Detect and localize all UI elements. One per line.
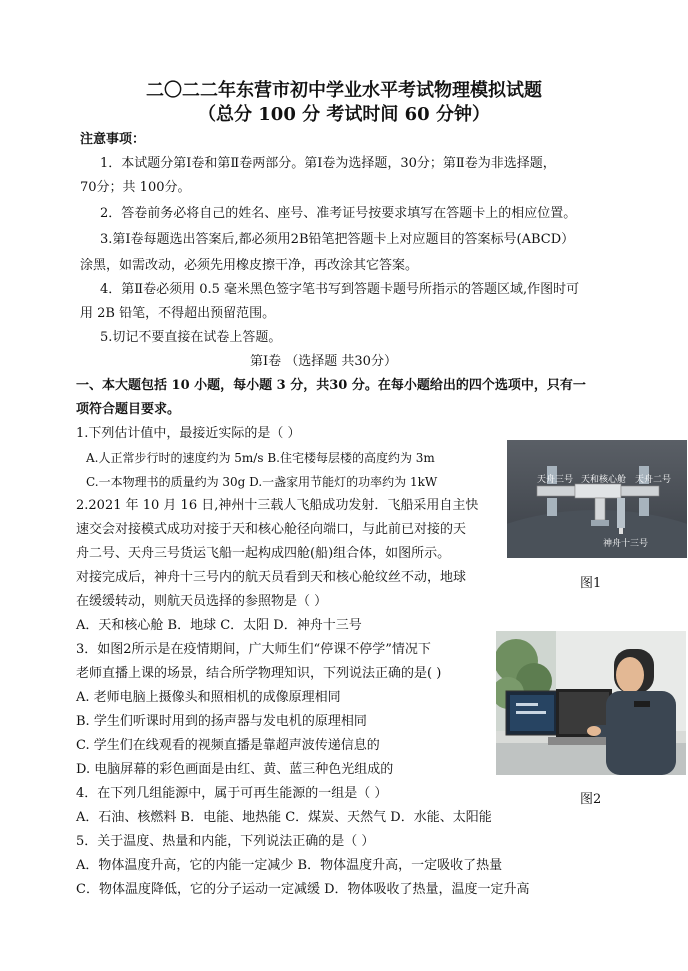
notice-item-1-cont: 70分；共 100分。	[80, 180, 191, 195]
notice-item-4-cont: 用 2B 铅笔，不得超出预留范围。	[80, 306, 276, 321]
notice-heading: 注意事项：	[80, 132, 146, 147]
question-1-options-ab: A.人正常步行时的速度约为 5m/s B.住宅楼每层楼的高度约为 3m	[86, 451, 435, 465]
figure-1-space-station-photo	[507, 440, 687, 558]
question-3-option-c: C. 学生们在线观看的视频直播是靠超声波传递信息的	[76, 738, 380, 753]
question-1-stem: 1.下列估计值中，最接近实际的是（ ）	[76, 426, 301, 441]
notice-item-3: 3.第Ⅰ卷每题选出答案后,都必须用2B铅笔把答题卡上对应题目的答案标号(ABCD）	[100, 232, 575, 247]
teacher-live-lesson-illustration	[496, 631, 686, 775]
question-4-options: A．石油、核燃料 B．电能、地热能 C．煤炭、天然气 D．水能、太阳能	[76, 810, 492, 825]
question-3-option-a: A. 老师电脑上摄像头和照相机的成像原理相同	[76, 690, 341, 705]
question-2-options: A．天和核心舱 B．地球 C．太阳 D．神舟十三号	[76, 618, 362, 633]
notice-item-5: 5.切记不要直接在试卷上答题。	[100, 330, 282, 345]
section-instruction: 一、本大题包括 10 小题，每小题 3 分，共30 分。在每小题给出的四个选项中，只有一	[76, 378, 586, 393]
question-2-line-4: 对接完成后，神舟十三号内的航天员看到天和核心舱纹丝不动，地球	[76, 570, 467, 585]
notice-item-3-cont: 涂黑，如需改动，必须先用橡皮擦干净，再改涂其它答案。	[80, 258, 419, 273]
question-3-option-b: B. 学生们听课时用到的扬声器与发电机的原理相同	[76, 714, 367, 729]
figure-2-teacher-photo	[496, 631, 686, 775]
question-2-line-5: 在缓缓转动，则航天员选择的参照物是（ ）	[76, 594, 328, 609]
notice-item-2: 2．答卷前务必将自己的姓名、座号、准考证号按要求填写在答题卡上的相应位置。	[100, 206, 577, 221]
section-title: 第Ⅰ卷 （选择题 共30分）	[250, 354, 397, 369]
space-station-illustration	[507, 440, 687, 558]
figure-2-caption: 图2	[580, 792, 602, 807]
notice-item-4: 4．第Ⅱ卷必须用 0.5 毫米黑色签字笔书写到答题卡题号所指示的答题区域,作图时可	[100, 282, 580, 297]
question-3-line-1: 3．如图2所示是在疫情期间，广大师生们“停课不停学”情况下	[76, 642, 431, 657]
figure-1-caption: 图1	[580, 576, 602, 591]
question-5-options-ab: A．物体温度升高，它的内能一定减少 B．物体温度升高，一定吸收了热量	[76, 858, 503, 873]
section-instruction-cont: 项符合题目要求。	[76, 402, 181, 417]
exam-title: 二〇二二年东营市初中学业水平考试物理模拟试题	[146, 80, 542, 101]
exam-subtitle: （总分 100 分 考试时间 60 分钟）	[198, 104, 490, 125]
question-3-option-d: D. 电脑屏幕的彩色画面是由红、黄、蓝三种色光组成的	[76, 762, 394, 777]
label-tianzhou-2: 天舟二号	[635, 475, 672, 485]
question-2-line-1: 2.2021 年 10 月 16 日,神州十三载人飞船成功发射．飞船采用自主快	[76, 498, 479, 513]
question-1-options-cd: C.一本物理书的质量约为 30g D.一盏家用节能灯的功率约为 1kW	[86, 475, 438, 489]
question-4-stem: 4．在下列几组能源中，属于可再生能源的一组是（ ）	[76, 786, 388, 801]
question-2-line-3: 舟二号、天舟三号货运飞船一起构成四舱(船)组合体，如图所示。	[76, 546, 451, 561]
label-shenzhou-13: 神舟十三号	[603, 539, 649, 549]
question-5-stem: 5．关于温度、热量和内能，下列说法正确的是（ ）	[76, 834, 375, 849]
question-3-line-2: 老师直播上课的场景，结合所学物理知识，下列说法正确的是( )	[76, 666, 442, 681]
question-2-line-2: 速交会对接模式成功对接于天和核心舱径向端口，与此前已对接的天	[76, 522, 467, 537]
label-tianhe-core: 天和核心舱	[581, 475, 627, 485]
notice-item-1: 1．本试题分第Ⅰ卷和第Ⅱ卷两部分。第Ⅰ卷为选择题，30分；第Ⅱ卷为非选择题，	[100, 156, 556, 171]
label-tianzhou-3: 天舟三号	[537, 475, 574, 485]
question-5-options-cd: C．物体温度降低，它的分子运动一定减缓 D．物体吸收了热量，温度一定升高	[76, 882, 530, 897]
